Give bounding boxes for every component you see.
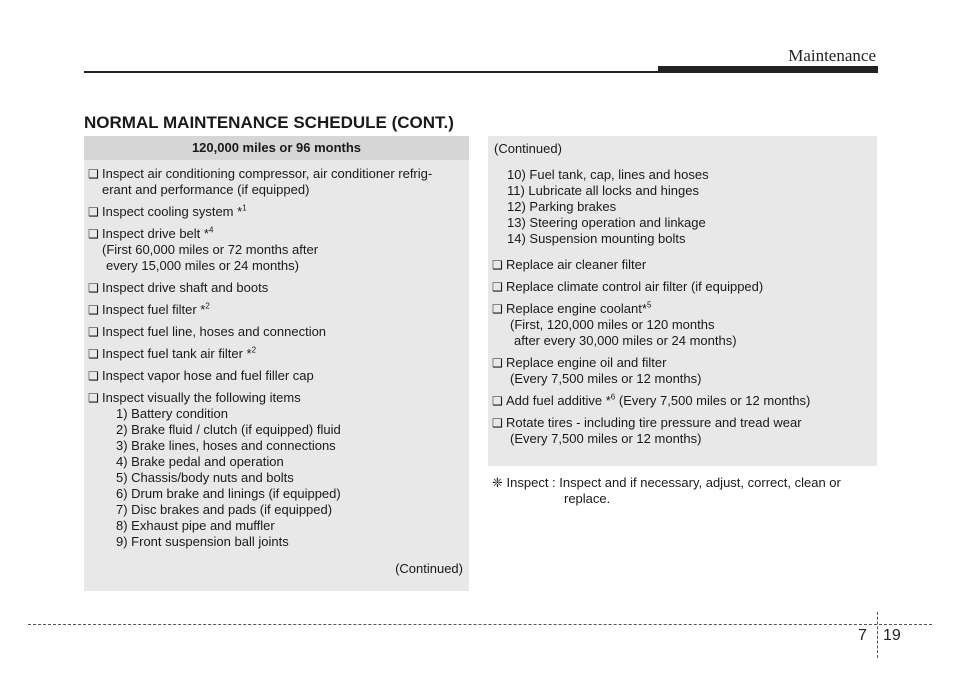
list-item: 4) Brake pedal and operation (116, 454, 284, 469)
header-rule (84, 71, 660, 73)
item-subtext: after every 30,000 miles or 24 months) (514, 333, 737, 348)
section-title: Maintenance (788, 46, 876, 65)
checkbox-icon: ❑ (492, 302, 503, 316)
item-subtext: (First, 120,000 miles or 120 months (510, 317, 715, 332)
list-item: 8) Exhaust pipe and muffler (116, 518, 275, 533)
footer-rule (28, 624, 932, 625)
item-text: Add fuel additive * (506, 393, 611, 408)
chapter-number: 7 (858, 627, 867, 644)
list-item (488, 393, 877, 409)
panel-header: 120,000 miles or 96 months (84, 136, 469, 160)
checkbox-icon: ❑ (88, 205, 99, 219)
continued-label: (Continued) (494, 141, 562, 156)
item-text: Inspect drive belt * (102, 226, 209, 241)
list-item: 1) Battery condition (116, 406, 229, 421)
list-item (84, 324, 469, 340)
checkbox-icon: ❑ (88, 303, 99, 317)
list-item: 3) Brake lines, hoses and connections (116, 438, 336, 453)
footnote-text: Inspect : Inspect and if necessary, adjust, correct, clean or (506, 475, 841, 490)
list-item (488, 257, 877, 273)
left-schedule-panel (84, 136, 469, 591)
checkbox-icon: ❑ (88, 167, 99, 181)
item-text: Inspect drive shaft and boots (102, 280, 269, 295)
list-item (84, 280, 469, 296)
item-text: Rotate tires - including tire pressure and tread wear (506, 415, 802, 430)
continued-label: (Continued) (395, 561, 463, 576)
list-item: 2) Brake fluid / clutch (if equipped) fluid (116, 422, 341, 437)
checkbox-icon: ❑ (492, 356, 503, 370)
checkbox-icon: ❑ (88, 325, 99, 339)
list-item: 11) Lubricate all locks and hinges (507, 183, 699, 198)
checkbox-icon: ❑ (492, 394, 503, 408)
list-item: 13) Steering operation and linkage (507, 215, 706, 230)
list-item: 14) Suspension mounting bolts (507, 231, 686, 246)
item-text: Inspect fuel line, hoses and connection (102, 324, 327, 339)
footer-divider (877, 612, 878, 658)
list-item (84, 226, 469, 274)
item-subtext: every 15,000 miles or 24 months) (106, 258, 299, 273)
footnote-ref: 1 (242, 203, 247, 213)
checkbox-icon: ❑ (492, 258, 503, 272)
item-text-cont: erant and performance (if equipped) (102, 182, 310, 197)
footnote-ref: 6 (610, 392, 616, 402)
item-text: Inspect fuel tank air filter * (102, 346, 252, 361)
item-text-after: (Every 7,500 miles or 12 months) (615, 393, 811, 408)
item-text: Replace air cleaner filter (506, 257, 647, 272)
header-rule-thick (658, 66, 878, 73)
footnote-text-cont: replace. (564, 491, 611, 506)
list-item (84, 204, 469, 220)
list-item: 10) Fuel tank, cap, lines and hoses (507, 167, 709, 182)
list-item: 12) Parking brakes (507, 199, 617, 214)
footnote-ref: 2 (205, 301, 210, 311)
inspect-footnote (492, 475, 877, 507)
footnote-ref: 5 (646, 300, 652, 310)
item-text: Inspect air conditioning compressor, air conditioner refrig- (102, 166, 433, 181)
list-item (84, 302, 469, 318)
checkbox-icon: ❑ (88, 281, 99, 295)
footnote-ref: 4 (208, 225, 214, 235)
right-schedule-panel (488, 136, 877, 466)
item-text: Inspect visually the following items (102, 390, 301, 405)
item-text: Inspect fuel filter * (102, 302, 206, 317)
asterisk-icon: ❈ (492, 475, 503, 490)
item-text: Replace engine oil and filter (506, 355, 667, 370)
list-item: 5) Chassis/body nuts and bolts (116, 470, 294, 485)
item-text: Replace climate control air filter (if equipped) (506, 279, 764, 294)
item-subtext: (First 60,000 miles or 72 months after (102, 242, 319, 257)
page-number: 19 (883, 627, 901, 644)
item-text: Inspect cooling system * (102, 204, 243, 219)
item-text: Replace engine coolant* (506, 301, 647, 316)
list-item (488, 279, 877, 295)
list-item: 7) Disc brakes and pads (if equipped) (116, 502, 333, 517)
page-heading: NORMAL MAINTENANCE SCHEDULE (CONT.) (84, 113, 454, 132)
checkbox-icon: ❑ (88, 369, 99, 383)
list-item (84, 368, 469, 384)
checkbox-icon: ❑ (88, 347, 99, 361)
list-item: 6) Drum brake and linings (if equipped) (116, 486, 341, 501)
item-text: Inspect vapor hose and fuel filler cap (102, 368, 314, 383)
list-item (488, 415, 877, 447)
visual-check-list (102, 406, 469, 550)
checkbox-icon: ❑ (88, 391, 99, 405)
list-item: 9) Front suspension ball joints (116, 534, 289, 549)
list-item (84, 390, 469, 550)
list-item (488, 355, 877, 387)
item-subtext: (Every 7,500 miles or 12 months) (510, 371, 702, 386)
visual-check-list (488, 167, 877, 247)
list-item (84, 346, 469, 362)
checkbox-icon: ❑ (492, 416, 503, 430)
item-subtext: (Every 7,500 miles or 12 months) (510, 431, 702, 446)
checkbox-icon: ❑ (88, 227, 99, 241)
list-item (488, 301, 877, 349)
checkbox-icon: ❑ (492, 280, 503, 294)
footnote-ref: 2 (251, 345, 257, 355)
list-item (84, 166, 469, 198)
